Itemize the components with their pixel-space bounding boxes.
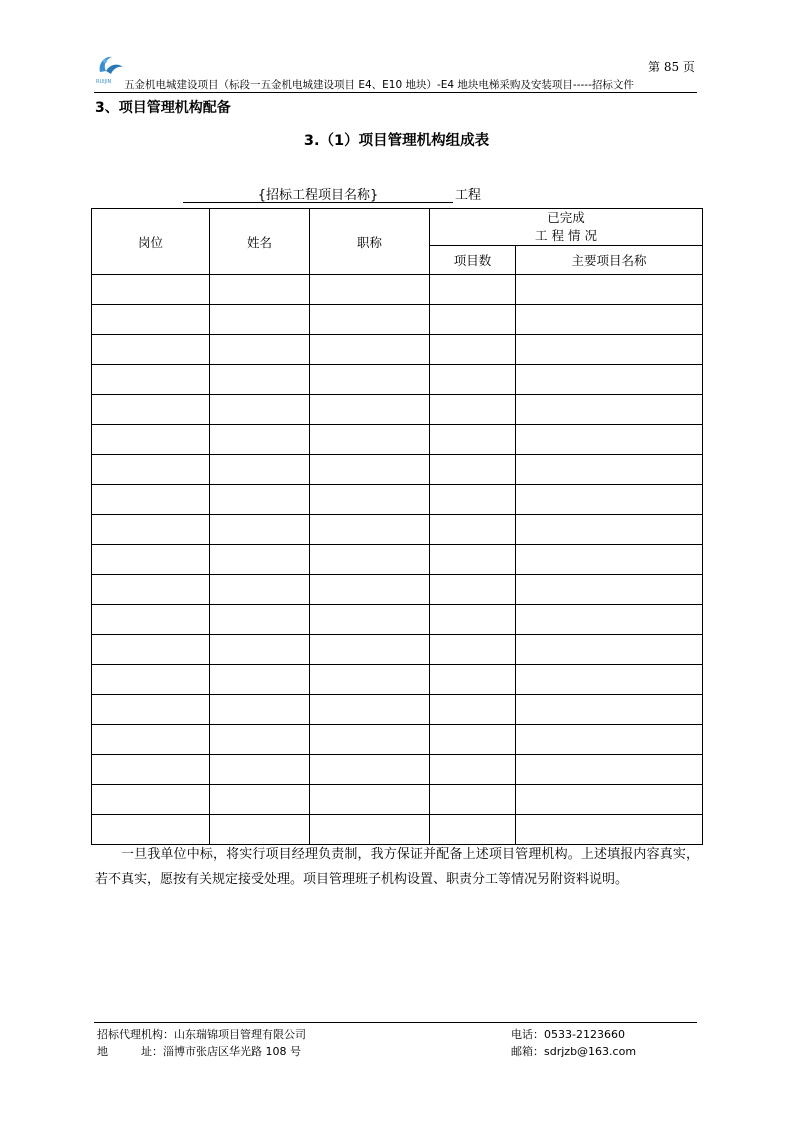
cell-title[interactable] [310, 365, 430, 395]
footer-divider [94, 1022, 697, 1023]
cell-main-projects[interactable] [516, 575, 703, 605]
cell-position[interactable] [92, 665, 210, 695]
table-row [92, 665, 703, 695]
table-row [92, 425, 703, 455]
cell-position[interactable] [92, 545, 210, 575]
cell-main-projects[interactable] [516, 515, 703, 545]
cell-main-projects[interactable] [516, 545, 703, 575]
cell-main-projects[interactable] [516, 305, 703, 335]
cell-project-count[interactable] [430, 785, 516, 815]
col-header-project-count: 项目数 [430, 246, 516, 275]
cell-position[interactable] [92, 275, 210, 305]
cell-main-projects[interactable] [516, 455, 703, 485]
table-row [92, 365, 703, 395]
table-row [92, 785, 703, 815]
cell-project-count[interactable] [430, 575, 516, 605]
cell-project-count[interactable] [430, 365, 516, 395]
cell-main-projects[interactable] [516, 785, 703, 815]
cell-position[interactable] [92, 635, 210, 665]
table-row [92, 725, 703, 755]
project-suffix: 工程 [455, 188, 482, 203]
cell-main-projects[interactable] [516, 755, 703, 785]
cell-main-projects[interactable] [516, 635, 703, 665]
cell-name[interactable] [210, 725, 310, 755]
col-header-main-projects: 主要项目名称 [516, 246, 703, 275]
table-row [92, 695, 703, 725]
footer-phone: 电话：0533-2123660 [511, 1028, 625, 1041]
cell-main-projects[interactable] [516, 665, 703, 695]
cell-project-count[interactable] [430, 335, 516, 365]
declaration-paragraph: 一旦我单位中标，将实行项目经理负责制，我方保证并配备上述项目管理机构。上述填报内容真实，若不真实，愿按有关规定接受处理。项目管理班子机构设置、职责分工等情况另附资料说明。 [95, 847, 699, 887]
cell-position[interactable] [92, 815, 210, 845]
table-row [92, 815, 703, 845]
cell-title[interactable] [310, 275, 430, 305]
cell-project-count[interactable] [430, 425, 516, 455]
cell-title[interactable] [310, 785, 430, 815]
cell-title[interactable] [310, 815, 430, 845]
cell-project-count[interactable] [430, 695, 516, 725]
cell-main-projects[interactable] [516, 605, 703, 635]
table-row [92, 305, 703, 335]
cell-position[interactable] [92, 485, 210, 515]
cell-name[interactable] [210, 425, 310, 455]
cell-name[interactable] [210, 755, 310, 785]
cell-project-count[interactable] [430, 545, 516, 575]
document-header-title: 五金机电城建设项目（标段一五金机电城建设项目 E4、E10 地块）-E4 地块电梯采购及安装项目-----招标文件 [124, 79, 634, 91]
table-body [92, 275, 703, 845]
project-name-blank: {招标工程项目名称} [183, 184, 453, 203]
cell-title[interactable] [310, 545, 430, 575]
cell-name[interactable] [210, 395, 310, 425]
page-number: 第 85 页 [648, 60, 695, 74]
cell-position[interactable] [92, 335, 210, 365]
table-row [92, 635, 703, 665]
cell-title[interactable] [310, 695, 430, 725]
col-header-title: 职称 [310, 209, 430, 275]
cell-project-count[interactable] [430, 455, 516, 485]
table-row [92, 755, 703, 785]
cell-main-projects[interactable] [516, 725, 703, 755]
cell-name[interactable] [210, 365, 310, 395]
col-header-position: 岗位 [92, 209, 210, 275]
cell-main-projects[interactable] [516, 395, 703, 425]
table-row [92, 575, 703, 605]
cell-main-projects[interactable] [516, 485, 703, 515]
cell-project-count[interactable] [430, 605, 516, 635]
table-row [92, 605, 703, 635]
cell-title[interactable] [310, 575, 430, 605]
completed-header-line2: 工 程 情 况 [535, 228, 597, 243]
cell-name[interactable] [210, 695, 310, 725]
cell-name[interactable] [210, 275, 310, 305]
cell-position[interactable] [92, 305, 210, 335]
cell-name[interactable] [210, 575, 310, 605]
table-row [92, 395, 703, 425]
table-row [92, 515, 703, 545]
cell-main-projects[interactable] [516, 275, 703, 305]
cell-name[interactable] [210, 545, 310, 575]
cell-main-projects[interactable] [516, 695, 703, 725]
completed-header-line1: 已完成 [547, 210, 585, 225]
table-row [92, 455, 703, 485]
cell-name[interactable] [210, 515, 310, 545]
cell-title[interactable] [310, 635, 430, 665]
cell-project-count[interactable] [430, 395, 516, 425]
cell-project-count[interactable] [430, 275, 516, 305]
cell-name[interactable] [210, 665, 310, 695]
cell-name[interactable] [210, 815, 310, 845]
cell-position[interactable] [92, 695, 210, 725]
col-header-name: 姓名 [210, 209, 310, 275]
cell-title[interactable] [310, 305, 430, 335]
table-title: 3.（1）项目管理机构组成表 [303, 133, 490, 149]
cell-position[interactable] [92, 725, 210, 755]
cell-title[interactable] [310, 755, 430, 785]
cell-title[interactable] [310, 725, 430, 755]
cell-title[interactable] [310, 665, 430, 695]
cell-project-count[interactable] [430, 515, 516, 545]
cell-name[interactable] [210, 455, 310, 485]
logo-caption: RUIJIN [96, 79, 112, 85]
cell-position[interactable] [92, 425, 210, 455]
header-divider [94, 92, 697, 93]
cell-project-count[interactable] [430, 815, 516, 845]
cell-project-count[interactable] [430, 755, 516, 785]
cell-main-projects[interactable] [516, 815, 703, 845]
cell-title[interactable] [310, 485, 430, 515]
cell-name[interactable] [210, 635, 310, 665]
cell-name[interactable] [210, 605, 310, 635]
col-header-completed-projects [430, 209, 703, 246]
cell-project-count[interactable] [430, 665, 516, 695]
footer-address: 地 址：淄博市张店区华光路 108 号 [97, 1045, 301, 1058]
cell-project-count[interactable] [430, 485, 516, 515]
cell-position[interactable] [92, 515, 210, 545]
cell-position[interactable] [92, 785, 210, 815]
cell-main-projects[interactable] [516, 365, 703, 395]
cell-main-projects[interactable] [516, 425, 703, 455]
cell-title[interactable] [310, 515, 430, 545]
cell-title[interactable] [310, 425, 430, 455]
cell-title[interactable] [310, 395, 430, 425]
cell-project-count[interactable] [430, 635, 516, 665]
cell-title[interactable] [310, 335, 430, 365]
cell-title[interactable] [310, 605, 430, 635]
cell-position[interactable] [92, 755, 210, 785]
footer-email: 邮箱：sdrjzb@163.com [511, 1045, 637, 1058]
table-row [92, 485, 703, 515]
cell-name[interactable] [210, 335, 310, 365]
cell-title[interactable] [310, 455, 430, 485]
table-row [92, 275, 703, 305]
cell-main-projects[interactable] [516, 335, 703, 365]
cell-project-count[interactable] [430, 725, 516, 755]
table-row [92, 335, 703, 365]
cell-name[interactable] [210, 305, 310, 335]
cell-position[interactable] [92, 455, 210, 485]
cell-position[interactable] [92, 395, 210, 425]
cell-name[interactable] [210, 485, 310, 515]
footer-agency: 招标代理机构：山东瑞锦项目管理有限公司 [97, 1028, 306, 1041]
company-logo-icon [96, 54, 126, 80]
cell-name[interactable] [210, 785, 310, 815]
cell-position[interactable] [92, 365, 210, 395]
table-row [92, 545, 703, 575]
cell-position[interactable] [92, 575, 210, 605]
section-heading: 3、项目管理机构配备 [95, 100, 231, 116]
staff-table [91, 208, 703, 845]
cell-project-count[interactable] [430, 305, 516, 335]
cell-position[interactable] [92, 605, 210, 635]
